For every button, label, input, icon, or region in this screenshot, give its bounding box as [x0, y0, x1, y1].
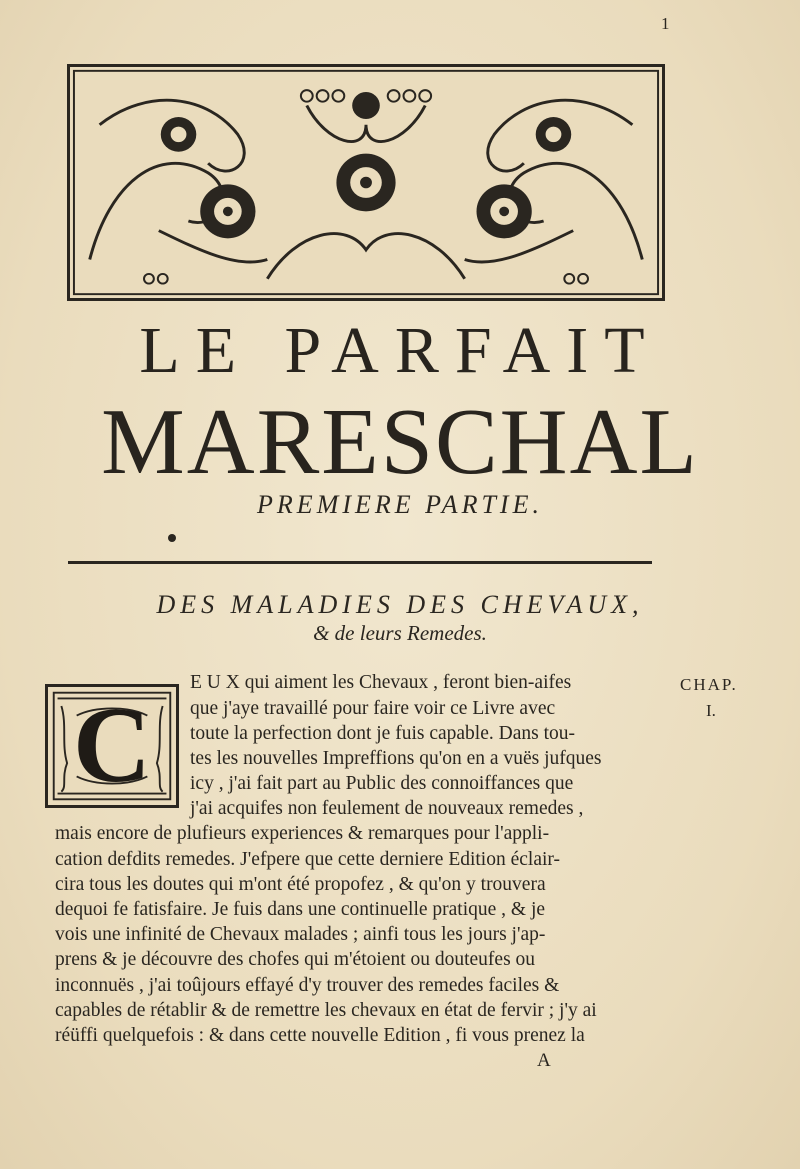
- body-line: cation defdits remedes. J'efpere que cette derniere Edition éclair-: [55, 849, 561, 870]
- body-line: vois une infinité de Chevaux malades ; ainfi tous les jours j'ap-: [55, 924, 546, 945]
- part-title: PREMIERE PARTIE.: [257, 490, 543, 519]
- body-line: inconnuës , j'ai toûjours effayé d'y trouver des remedes faciles &: [55, 975, 560, 996]
- rule-dot: [168, 534, 176, 542]
- body-line: dequoi fe fatisfaire. Je fuis dans une continuelle pratique , & je: [55, 899, 546, 920]
- book-title-line2: MARESCHAL: [101, 390, 699, 494]
- body-line: prens & je découvre des chofes qui m'étoient ou douteufes ou: [55, 949, 536, 970]
- horizontal-rule: [68, 561, 652, 564]
- drop-cap: C: [73, 686, 151, 805]
- floral-ornament-icon: [70, 67, 662, 298]
- body-line: capables de rétablir & de remettre les chevaux en état de fervir ; j'y ai: [55, 1000, 597, 1021]
- body-line: E U X qui aiment les Chevaux , feront bien-aifes: [190, 672, 572, 693]
- section-subheading: & de leurs Remedes.: [313, 621, 487, 645]
- body-line: que j'aye travaillé pour faire voir ce Livre avec: [190, 698, 556, 719]
- body-line: j'ai acquifes non feulement de nouveaux remedes ,: [190, 798, 584, 819]
- body-line: réüffi quelquefois : & dans cette nouvelle Edition , fi vous prenez la: [55, 1025, 585, 1046]
- body-line: cira tous les doutes qui m'ont été propofez , & qu'on y trouvera: [55, 874, 546, 895]
- section-heading: DES MALADIES DES CHEVAUX,: [156, 590, 644, 619]
- body-line: tes les nouvelles Impreffions qu'on en a vuës jufques: [190, 748, 602, 769]
- body-line: toute la perfection dont je fuis capable. Dans tou-: [190, 723, 575, 744]
- signature-mark: A: [537, 1050, 551, 1071]
- margin-chapter-number: I.: [706, 701, 716, 720]
- book-title-line1: LE PARFAIT: [139, 314, 661, 387]
- margin-chapter-label: CHAP.: [680, 675, 738, 694]
- page-number: 1: [661, 14, 670, 33]
- body-line: icy , j'ai fait part au Public des connoiffances que: [190, 773, 574, 794]
- ornamental-headpiece: [67, 64, 665, 301]
- body-line: mais encore de plufieurs experiences & remarques pour l'appli-: [55, 823, 550, 844]
